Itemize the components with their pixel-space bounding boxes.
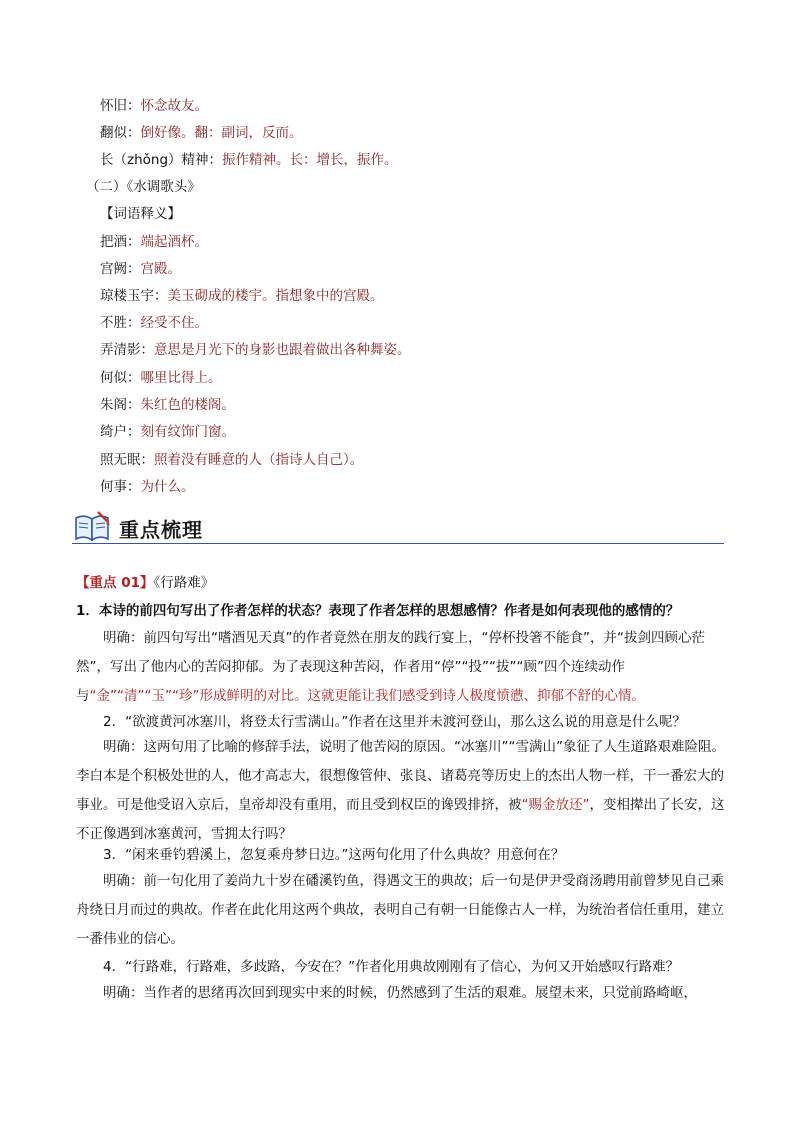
section-header	[72, 506, 724, 548]
glossary-line-huaijiu	[100, 96, 208, 116]
question-3: 3．“闲来垂钓碧溪上，忽复乘舟梦日边。”这两句化用了什么典故？用意何在？	[103, 847, 565, 863]
glossary-term: 宫阙：	[100, 261, 141, 277]
glossary-meaning: 经受不住。	[140, 315, 208, 331]
glossary-term: 何事：	[100, 479, 141, 495]
glossary-meaning: 为什么。	[140, 479, 195, 495]
glossary-meaning: 怀念故友。	[140, 98, 208, 114]
glossary-meaning: 哪里比得上。	[140, 370, 222, 386]
answer-lead: 明确：	[103, 873, 144, 889]
section-divider	[72, 543, 724, 544]
answer-lead: 明确：	[103, 739, 144, 755]
answer-2-text-end: ，变相撵出了长安，这不正像遇到冰塞黄河，雪拥太行吗？	[76, 797, 725, 842]
answer-3-text: 前一句化用了姜尚九十岁在磻溪钓鱼，得遇文王的典故；后一句是伊尹受商汤聘用前曾梦见自己乘舟绕日月而过的典故。作者在此化用这两个典故，表明自己有朝一日能像古人一样，为统治者信任重用，建立一番伟业的信心。	[76, 873, 724, 947]
glossary-term: 把酒：	[100, 234, 141, 250]
answer-lead: 明确：	[103, 630, 144, 646]
glossary-line-hesi	[100, 368, 222, 388]
answer-1-text: 前四句写出“嗜酒见天真”的作者竟然在朋友的践行宴上，“停杯投箸不能食”，并“拔剑四顾心茫然”，写出了他内心的苦闷抑郁。为了表现这种苦闷，作者用“停”“投”“拔”“顾”四个连续动作与	[76, 630, 705, 704]
focus-label: 【重点 01】	[76, 575, 154, 591]
glossary-term: 照无眠：	[100, 452, 154, 468]
glossary-line-zhangjingshen	[100, 150, 398, 170]
glossary-line-heshi	[100, 477, 195, 497]
poem2-title: （二）《水调歌头》	[86, 179, 201, 195]
answer-2	[76, 733, 728, 849]
answer-1-highlight: “金”“清”“玉”“珍”形成鲜明的对比。这就更能让我们感受到诗人极度愤懑、抑郁不舒的心情。	[89, 688, 645, 704]
glossary-meaning: 宫殿。	[140, 261, 181, 277]
glossary-line-busheng	[100, 313, 208, 333]
glossary-line-fansi	[100, 123, 303, 143]
glossary-line-bajiu	[100, 232, 208, 252]
glossary-term: 翻似：	[100, 125, 141, 141]
glossary-term: 琼楼玉宇：	[100, 288, 168, 304]
answer-lead: 明确：	[103, 985, 144, 1001]
glossary-term: 朱阁：	[100, 397, 141, 413]
answer-2-quote: “赐金放还”	[521, 797, 590, 813]
glossary-term: 弄清影：	[100, 342, 154, 358]
question-1: 1．本诗的前四句写出了作者怎样的状态？表现了作者怎样的思想感情？作者是如何表现他的感情的？	[76, 603, 680, 619]
glossary-line-qionglouyuyu	[100, 286, 384, 306]
glossary-term: 绮户：	[100, 424, 141, 440]
glossary-term: 何似：	[100, 370, 141, 386]
answer-2-text: 这两句用了比喻的修辞手法，说明了他苦闷的原因。“冰塞川”“雪满山”象征了人生道路艰难险阻。李白本是个积极处世的人，他才高志大，很想像管仲、张良、诸葛亮等历史上的杰出人物一样，干一番宏大的事业。可是他受诏入京后，皇帝却没有重用，而且受到权臣的谗毁排挤，被	[76, 739, 725, 813]
question-4: 4．“行路难，行路难，多歧路，今安在？”作者化用典故刚刚有了信心，为何又开始感叹行路难？	[103, 959, 680, 975]
glossary-line-qihu	[100, 422, 235, 442]
answer-4-text: 当作者的思绪再次回到现实中来的时候，仍然感到了生活的艰难。展望未来，只觉前路崎岖，	[143, 985, 697, 1001]
focus-heading	[76, 573, 214, 593]
glossary-meaning: 端起酒杯。	[140, 234, 208, 250]
glossary-meaning: 照着没有睡意的人（指诗人自己）。	[154, 452, 364, 468]
glossary-line-zhuge	[100, 395, 235, 415]
glossary-line-nongqingying	[100, 340, 411, 360]
glossary-meaning: 倒好像。翻：副词，反而。	[140, 125, 303, 141]
glossary-meaning: 意思是月光下的身影也跟着做出各种舞姿。	[154, 342, 411, 358]
glossary-meaning: 朱红色的楼阁。	[140, 397, 235, 413]
focus-title: 《行路难》	[153, 575, 215, 591]
glossary-line-zhaowumian	[100, 450, 363, 470]
glossary-meaning: 振作精神。长：增长，振作。	[222, 152, 398, 168]
question-2: 2．“欲渡黄河冰塞川，将登太行雪满山。”作者在这里并未渡河登山，那么这么说的用意是什么呢？	[103, 714, 686, 730]
glossary-term: 长（zhǒng）精神：	[100, 152, 223, 168]
section-title: 重点梳理	[119, 518, 203, 542]
glossary-meaning: 美玉砌成的楼宇。指想象中的宫殿。	[167, 288, 384, 304]
glossary-meaning: 刻有纹饰门窗。	[140, 424, 235, 440]
answer-4	[76, 979, 728, 1008]
glossary-line-gongque	[100, 259, 181, 279]
glossary-term: 怀旧：	[100, 98, 141, 114]
answer-3	[76, 867, 728, 954]
book-icon	[72, 510, 112, 544]
vocab-heading: 【词语释义】	[100, 206, 181, 222]
glossary-term: 不胜：	[100, 315, 141, 331]
answer-1	[76, 624, 728, 711]
